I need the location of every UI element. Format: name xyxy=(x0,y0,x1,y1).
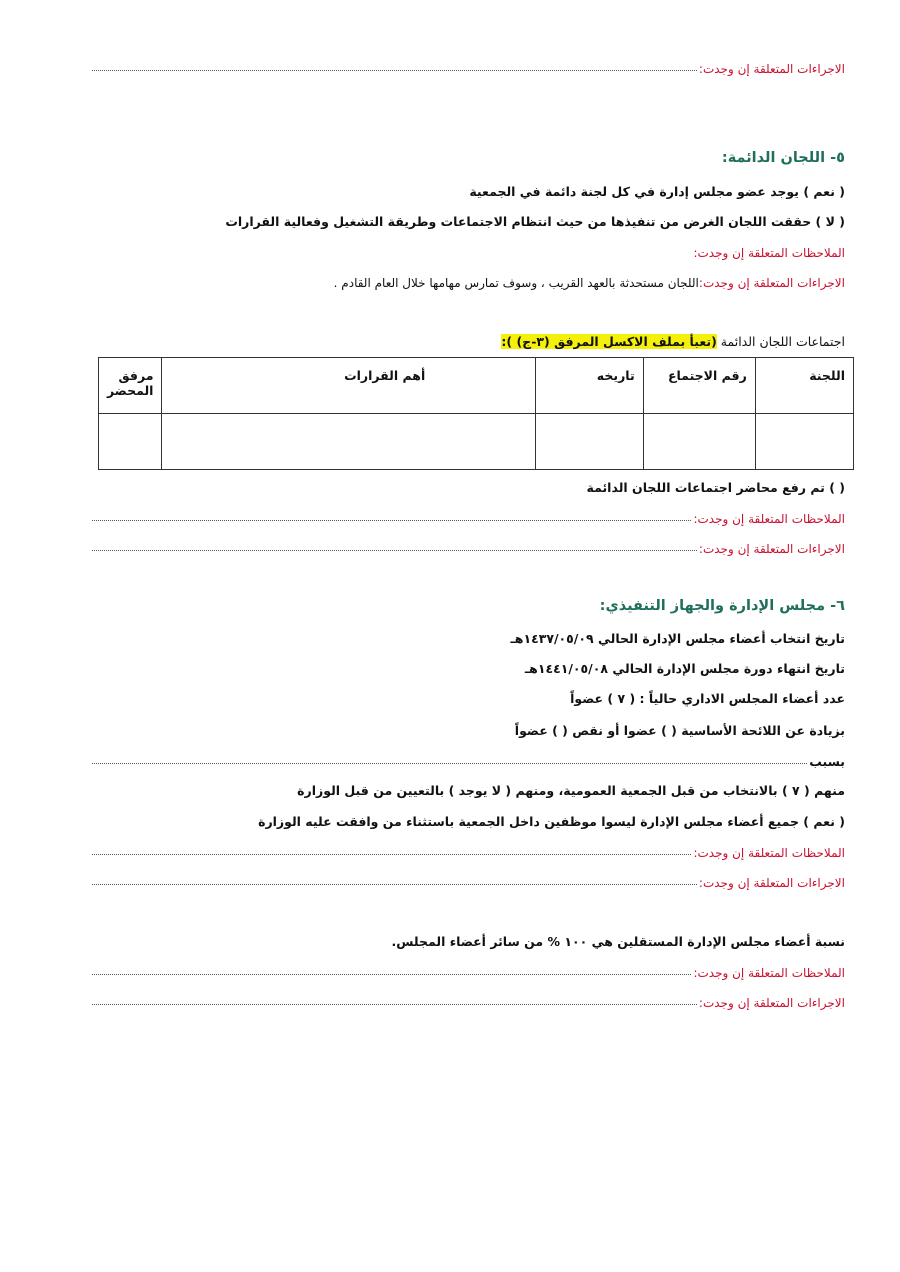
actions-line-s5 xyxy=(92,276,845,290)
dotted-fill xyxy=(92,854,691,855)
actions-label: الاجراءات المتعلقة إن وجدت: xyxy=(698,62,845,76)
col-date: تاريخه xyxy=(536,358,643,414)
actions-label: الاجراءات المتعلقة إن وجدت: xyxy=(698,876,845,890)
meetings-highlight: (تعبأ بملف الاكسل المرفق (٣-ج) ): xyxy=(501,334,717,349)
col-minutes-attachment: مرفق المحضر xyxy=(99,358,162,414)
table-header-row xyxy=(99,358,854,414)
notes-line-meetings xyxy=(92,512,845,526)
section5-title: ٥- اللجان الدائمة: xyxy=(721,150,845,166)
board-composition: منهم ( ٧ ) بالانتخاب من قبل الجمعية العمومية، ومنهم ( لا يوجد ) بالتعيين من قبل الوزارة xyxy=(297,783,845,798)
board-staff: ( نعم ) جميع أعضاء مجلس الإدارة ليسوا موظفين داخل الجمعية باستثناء من وافقت عليه الوزارة xyxy=(258,814,845,829)
independence-ratio: نسبة أعضاء مجلس الإدارة المستقلين هي ١٠٠ % من سائر أعضاء المجلس. xyxy=(391,934,845,949)
actions-label: الاجراءات المتعلقة إن وجدت: xyxy=(698,542,845,556)
reason-line xyxy=(92,754,845,769)
notes-label: الملاحظات المتعلقة إن وجدت: xyxy=(693,846,845,860)
notes-label: الملاحظات المتعلقة إن وجدت: xyxy=(693,512,845,526)
cell[interactable] xyxy=(536,414,643,470)
actions-value: اللجان مستحدثة بالعهد القريب ، وسوف تمارس مهامها خلال العام القادم . xyxy=(333,276,699,290)
actions-label: الاجراءات المتعلقة إن وجدت: xyxy=(698,996,845,1010)
notes-label: الملاحظات المتعلقة إن وجدت: xyxy=(693,246,845,260)
term-end-date: تاريخ انتهاء دورة مجلس الإدارة الحالي ١٤٤١/٠٥/٠٨هـ xyxy=(524,661,845,676)
cell[interactable] xyxy=(755,414,853,470)
dotted-fill xyxy=(92,1004,697,1005)
reason-label: بسبب xyxy=(809,754,845,769)
table-row xyxy=(99,414,854,470)
meetings-caption-text: اجتماعات اللجان الدائمة xyxy=(720,334,845,349)
actions-line-meetings xyxy=(92,542,845,556)
actions-line-top xyxy=(92,62,845,76)
dotted-fill xyxy=(92,884,697,885)
actions-line-independence xyxy=(92,996,845,1010)
col-meeting-number: رقم الاجتماع xyxy=(643,358,755,414)
notes-line-independence xyxy=(92,966,845,980)
dotted-fill xyxy=(92,550,697,551)
notes-label: الملاحظات المتعلقة إن وجدت: xyxy=(693,966,845,980)
cell[interactable] xyxy=(99,414,162,470)
actions-label: الاجراءات المتعلقة إن وجدت: xyxy=(698,276,845,290)
minutes-check: ( ) تم رفع محاضر اجتماعات اللجان الدائمة xyxy=(586,480,845,495)
notes-line-s6 xyxy=(92,846,845,860)
meetings-caption xyxy=(501,334,845,349)
col-decisions: أهم القرارات xyxy=(162,358,536,414)
election-date: تاريخ انتخاب أعضاء مجلس الإدارة الحالي ١٤٣٧/٠٥/٠٩هـ xyxy=(510,631,845,646)
section5-line1: ( نعم ) يوجد عضو مجلس إدارة في كل لجنة دائمة في الجمعية xyxy=(469,184,845,199)
notes-line-s5 xyxy=(92,246,845,260)
cell[interactable] xyxy=(162,414,536,470)
dotted-fill xyxy=(92,763,807,764)
section5-line2: ( لا ) حققت اللجان الغرض من تنفيذها من حيث انتظام الاجتماعات وطريقة التشغيل وفعالية القرارات xyxy=(225,214,845,229)
cell[interactable] xyxy=(643,414,755,470)
actions-line-s6 xyxy=(92,876,845,890)
col-committee: اللجنة xyxy=(755,358,853,414)
dotted-fill xyxy=(92,70,697,71)
dotted-fill xyxy=(92,520,691,521)
members-count: عدد أعضاء المجلس الاداري حالياً : ( ٧ ) عضواً xyxy=(570,691,845,706)
section6-title: ٦- مجلس الإدارة والجهاز التنفيذي: xyxy=(599,598,845,614)
bylaw-difference: بزيادة عن اللائحة الأساسية ( ) عضوا أو نقص ( ) عضواً xyxy=(514,723,845,738)
meetings-table xyxy=(98,357,854,470)
dotted-fill xyxy=(92,974,691,975)
